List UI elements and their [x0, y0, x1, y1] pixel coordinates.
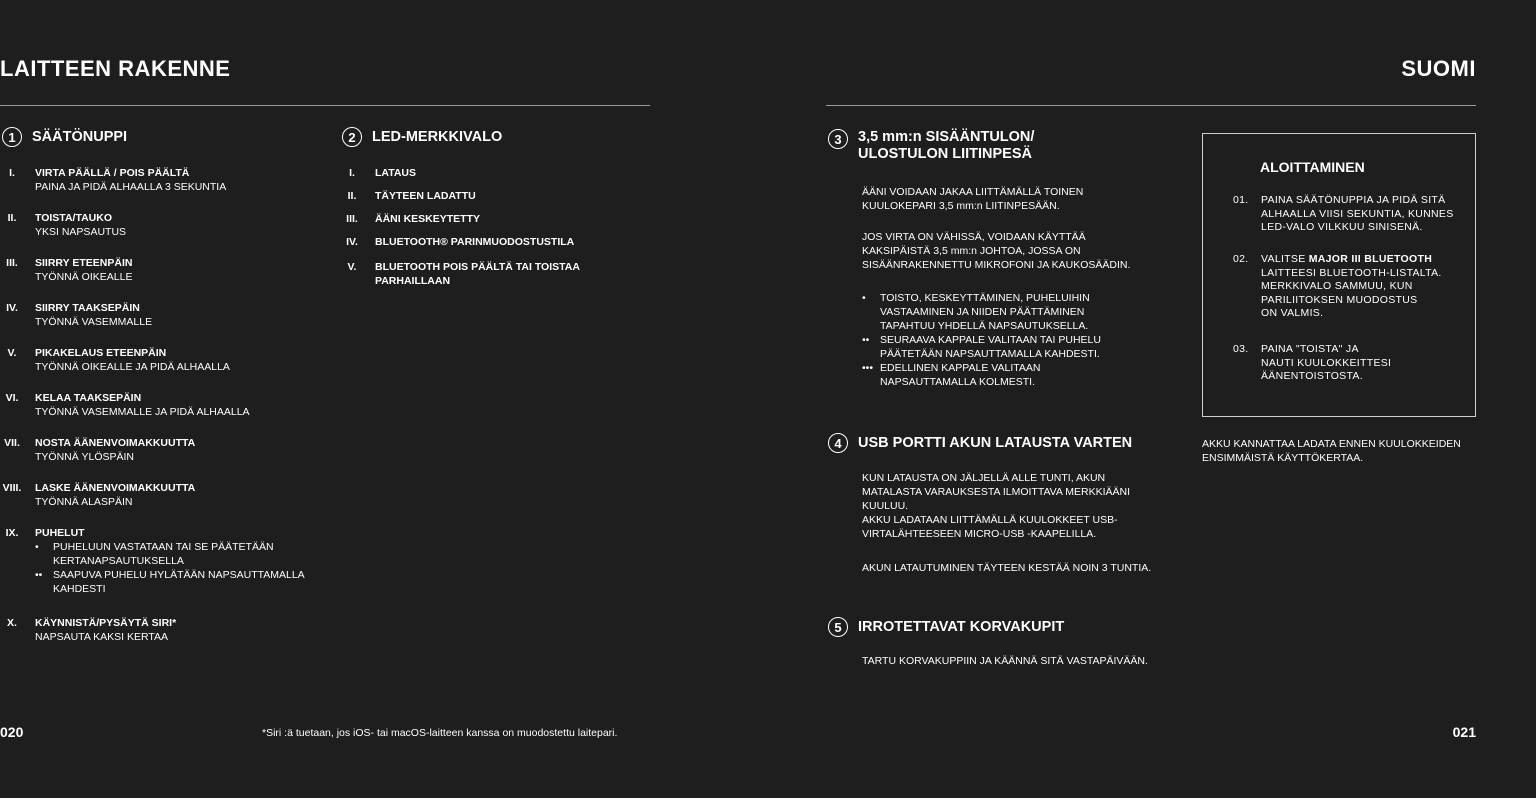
section-4-header	[828, 433, 1132, 453]
paragraph-line: MATALASTA VARAUKSESTA ILMOITTAVA MERKKIÄÄNI	[862, 486, 1131, 498]
item-number: II.	[7, 212, 17, 224]
item-number: VI.	[5, 392, 19, 404]
step-line: LED-VALO VILKKUU SINISENÄ.	[1261, 221, 1423, 233]
paragraph	[862, 230, 1152, 272]
paragraph-line: VIRTALÄHTEESEEN MICRO-USB -KAAPELILLA.	[862, 528, 1097, 540]
item-desc: YKSI NAPSAUTUS	[35, 226, 127, 238]
item-number: VIII.	[2, 482, 22, 494]
item-number: IV.	[346, 236, 358, 248]
step-line: PAINA SÄÄTÖNUPPIA JA PIDÄ SITÄ	[1261, 194, 1446, 206]
item-desc: TYÖNNÄ OIKEALLE	[35, 271, 133, 283]
item-title: BLUETOOTH® PARINMUODOSTUSTILA	[375, 236, 575, 248]
item-number: VII.	[4, 437, 20, 449]
bullet-line: VASTAAMINEN JA NIIDEN PÄÄTTÄMINEN	[880, 306, 1085, 318]
item-desc: TYÖNNÄ YLÖSPÄIN	[35, 451, 135, 463]
paragraph: AKUN LATAUTUMINEN TÄYTEEN KESTÄÄ NOIN 3 TUNTIA.	[862, 562, 1152, 574]
item-number: IX.	[5, 527, 19, 539]
section-2-header	[342, 127, 502, 147]
section-number-badge: 4	[828, 433, 848, 453]
item-title: PUHELUT	[35, 527, 85, 539]
item-number: III.	[6, 257, 18, 269]
section-number-badge: 1	[2, 127, 22, 147]
item-title: SIIRRY TAAKSEPÄIN	[35, 302, 140, 314]
box-title: ALOITTAMINEN	[1260, 159, 1365, 175]
paragraph-line: KUULUU.	[862, 500, 909, 512]
item-number: V.	[7, 347, 17, 359]
section-number-badge: 3	[828, 129, 848, 149]
section-3-header	[828, 129, 1034, 163]
section-title: USB PORTTI AKUN LATAUSTA VARTEN	[858, 434, 1133, 451]
list-item	[862, 361, 1162, 389]
bullet-line: KAHDESTI	[53, 583, 106, 595]
page-title-right: SUOMI	[1401, 56, 1476, 81]
divider-right	[826, 105, 1476, 106]
item-number: IV.	[6, 302, 18, 314]
paragraph-line: KAKSIPÄISTÄ 3,5 mm:n JOHTOA, JOSSA ON	[862, 245, 1081, 257]
item-number: I.	[349, 167, 355, 179]
bullet-line: PUHELUUN VASTATAAN TAI SE PÄÄTETÄÄN	[53, 541, 274, 553]
step-line: PARILIITOKSEN MUODOSTUS	[1261, 293, 1418, 306]
section-title: IRROTETTAVAT KORVAKUPIT	[858, 618, 1065, 635]
step-line: ALHAALLA VIISI SEKUNTIA, KUNNES	[1261, 207, 1454, 220]
paragraph: TARTU KORVAKUPPIIN JA KÄÄNNÄ SITÄ VASTAPÄIVÄÄN.	[862, 655, 1148, 667]
bullet-line: TAPAHTUU YHDELLÄ NAPSAUTUKSELLA.	[880, 320, 1089, 332]
bullet-symbol: ••	[35, 569, 43, 581]
item-title: LASKE ÄÄNENVOIMAKKUUTTA	[35, 482, 196, 494]
item-title: KÄYNNISTÄ/PYSÄYTÄ SIRI*	[35, 617, 177, 629]
page-title-left: LAITTEEN RAKENNE	[0, 56, 231, 81]
item-desc: TYÖNNÄ VASEMMALLE	[35, 316, 153, 328]
paragraph-line: KUN LATAUSTA ON JÄLJELLÄ ALLE TUNTI, AKUN	[862, 472, 1106, 484]
item-number: I.	[9, 167, 15, 179]
list-item	[35, 568, 335, 596]
bullet-symbol: •	[862, 292, 866, 304]
step-line: PAINA "TOISTA" JA	[1261, 343, 1359, 355]
paragraph-line: KUULOKEPARI 3,5 mm:n LIITINPESÄÄN.	[862, 200, 1060, 212]
item-title: PIKAKELAUS ETEENPÄIN	[35, 347, 167, 359]
item-desc: TYÖNNÄ OIKEALLE JA PIDÄ ALHAALLA	[35, 361, 230, 373]
section-title: LED-MERKKIVALO	[372, 128, 503, 145]
paragraph	[862, 471, 1162, 541]
step-number: 01.	[1233, 194, 1249, 206]
battery-note	[1202, 437, 1482, 465]
section-title: 3,5 mm:n SISÄÄNTULON/	[858, 129, 1035, 145]
step-line: MERKKIVALO SAMMUU, KUN	[1261, 280, 1413, 292]
item-number: V.	[347, 261, 357, 273]
step-number: 03.	[1233, 343, 1249, 355]
bullet-symbol: ••	[862, 334, 870, 346]
paragraph-line: JOS VIRTA ON VÄHISSÄ, VOIDAAN KÄYTTÄÄ	[862, 231, 1086, 243]
item-title: TÄYTEEN LADATTU	[375, 190, 476, 202]
section-number-badge: 5	[828, 617, 848, 637]
step-line: ÄÄNENTOISTOSTA.	[1261, 370, 1363, 382]
item-desc: PAINA JA PIDÄ ALHAALLA 3 SEKUNTIA	[35, 181, 227, 193]
section-title-cont: ULOSTULON LIITINPESÄ	[858, 146, 1032, 162]
paragraph-line: AKKU LADATAAN LIITTÄMÄLLÄ KUULOKKEET USB-	[862, 514, 1118, 526]
bullet-line: NAPSAUTTAMALLA KOLMESTI.	[880, 376, 1036, 388]
step-line: NAUTI KUULOKKEITTESI	[1261, 356, 1392, 369]
page-number-left: 020	[0, 724, 24, 740]
item-desc: TYÖNNÄ VASEMMALLE JA PIDÄ ALHAALLA	[35, 406, 250, 418]
bullet-line: TOISTO, KESKEYTTÄMINEN, PUHELUIHIN	[880, 292, 1090, 304]
paragraph-line: SISÄÄNRAKENNETTU MIKROFONI JA KAUKOSÄÄDIN.	[862, 259, 1131, 271]
paragraph-line: ÄÄNI VOIDAAN JAKAA LIITTÄMÄLLÄ TOINEN	[862, 186, 1084, 198]
section-5-header	[828, 617, 1064, 637]
item-title: TOISTA/TAUKO	[35, 212, 112, 224]
note-line: ENSIMMÄISTÄ KÄYTTÖKERTAA.	[1202, 452, 1364, 464]
page-number-right: 021	[1452, 724, 1476, 740]
item-desc: TYÖNNÄ ALASPÄIN	[35, 496, 133, 508]
item-title: KELAA TAAKSEPÄIN	[35, 392, 142, 404]
item-desc: NAPSAUTA KAKSI KERTAA	[35, 631, 169, 643]
item-title: LATAUS	[375, 167, 417, 179]
section-number-badge: 2	[342, 127, 362, 147]
note-line: AKKU KANNATTAA LADATA ENNEN KUULOKKEIDEN	[1202, 438, 1461, 450]
list-item	[862, 333, 1162, 361]
item-title: VIRTA PÄÄLLÄ / POIS PÄÄLTÄ	[35, 167, 190, 179]
bullet-symbol: •	[35, 541, 39, 553]
item-title-cont: PARHAILLAAN	[375, 275, 451, 287]
bullet-line: SEURAAVA KAPPALE VALITAAN TAI PUHELU	[880, 334, 1101, 346]
bullet-list	[862, 291, 1162, 389]
item-number: X.	[7, 617, 17, 629]
item-title: SIIRRY ETEENPÄIN	[35, 257, 133, 269]
product-name: MAJOR III BLUETOOTH	[1308, 253, 1433, 265]
section-title: SÄÄTÖNUPPI	[32, 128, 128, 145]
bullet-line: EDELLINEN KAPPALE VALITAAN	[880, 362, 1041, 374]
item-title: ÄÄNI KESKEYTETTY	[375, 213, 481, 225]
divider-left	[0, 105, 650, 106]
item-title: BLUETOOTH POIS PÄÄLTÄ TAI TOISTAA	[375, 261, 580, 273]
bullet-symbol: •••	[862, 362, 874, 374]
item-number: II.	[347, 190, 357, 202]
getting-started-box	[1202, 133, 1476, 417]
footnote: *Siri :ä tuetaan, jos iOS- tai macOS-laitteen kanssa on muodostettu laitepari.	[262, 727, 618, 739]
item-title: NOSTA ÄÄNENVOIMAKKUUTTA	[35, 437, 196, 449]
step-line: LAITTEESI BLUETOOTH-LISTALTA.	[1261, 266, 1442, 279]
list-item	[862, 291, 1162, 333]
bullet-line: PÄÄTETÄÄN NAPSAUTTAMALLA KAHDESTI.	[880, 348, 1100, 360]
step-line: ON VALMIS.	[1261, 307, 1324, 319]
step-number: 02.	[1233, 253, 1249, 265]
bullet-line: SAAPUVA PUHELU HYLÄTÄÄN NAPSAUTTAMALLA	[53, 569, 305, 581]
section-1-header	[2, 127, 127, 147]
item-number: III.	[346, 213, 358, 225]
step-line: VALITSE	[1261, 253, 1309, 265]
list-item	[35, 540, 335, 568]
bullet-line: KERTANAPSAUTUKSELLA	[53, 555, 184, 567]
paragraph	[862, 185, 1152, 213]
